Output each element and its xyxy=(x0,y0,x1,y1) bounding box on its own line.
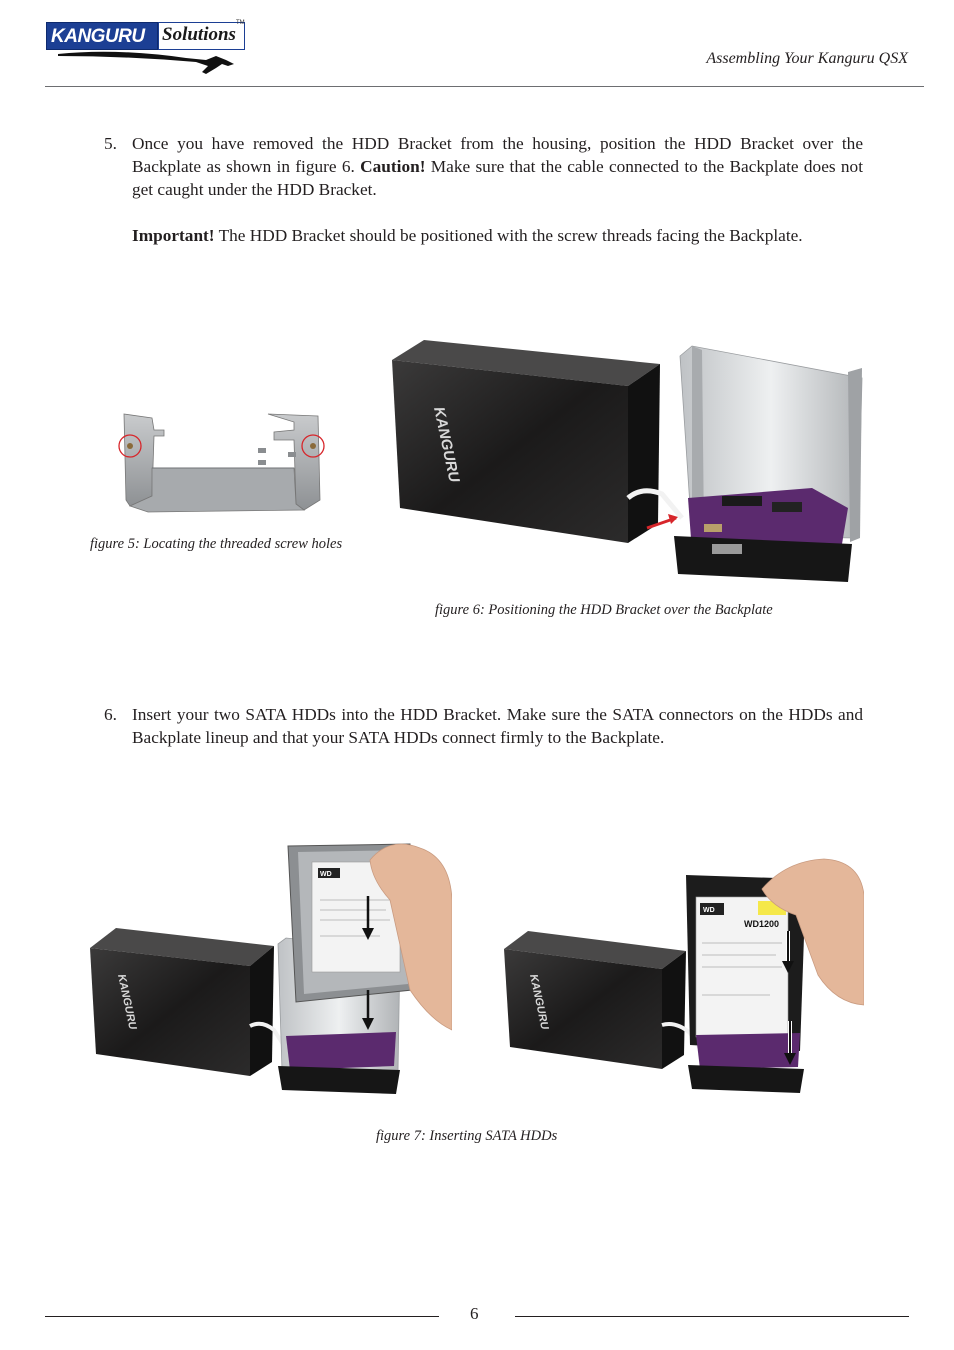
caution-label: Caution! xyxy=(360,157,426,176)
figure-7-right-image xyxy=(500,855,864,1095)
logo-trademark: TM xyxy=(236,20,245,26)
figure-6-image xyxy=(392,338,864,585)
header-divider xyxy=(45,86,924,87)
important-text: The HDD Bracket should be positioned with the screw threads facing the Backplate. xyxy=(218,226,803,245)
important-paragraph xyxy=(132,224,863,247)
figure-7-right-drive-brand: WD xyxy=(703,907,715,914)
header-title: Assembling Your Kanguru QSX xyxy=(706,50,908,67)
figure-6-enclosure-logo: KANGURU xyxy=(430,405,463,484)
logo-solutions-text: Solutions xyxy=(162,24,236,45)
step-5-text-b: Make sure that the cable connected to the Backplate does not get caught under the HDD Bracket. xyxy=(132,157,863,199)
figure-5-image xyxy=(108,400,333,518)
page-number: 6 xyxy=(470,1304,479,1323)
footer-rule-left xyxy=(45,1316,439,1317)
figure-7-left-image xyxy=(90,840,452,1095)
step-5-paragraph xyxy=(132,132,863,201)
important-label: Important! xyxy=(132,226,215,245)
step-6-paragraph: Insert your two SATA HDDs into the HDD Bracket. Make sure the SATA connectors on the HDDs and Backplate lineup and that your SATA HDDs connect firmly to the Backplate. xyxy=(132,705,863,747)
figure-7-left-enclosure-logo: KANGURU xyxy=(115,973,139,1031)
figure-7-right-drive-model: WD1200 xyxy=(744,919,780,929)
figure-5-caption: figure 5: Locating the threaded screw holes xyxy=(90,536,343,552)
logo-brand-box xyxy=(46,22,158,50)
footer-rule-right xyxy=(515,1316,909,1317)
enclosure-backplate-photo-icon xyxy=(392,338,864,585)
logo-brand-text: KANGURU xyxy=(51,26,145,47)
step-6-number: 6. xyxy=(104,705,117,724)
figure-7-right-enclosure-logo: KANGURU xyxy=(527,973,551,1031)
figure-7-caption: figure 7: Inserting SATA HDDs xyxy=(376,1128,558,1144)
hdd-bracket-photo-icon xyxy=(108,400,333,518)
figure-6-caption: figure 6: Positioning the HDD Bracket over the Backplate xyxy=(435,602,773,618)
figure-7-left-drive-brand: WD xyxy=(320,871,332,878)
step-5-text-a: Once you have removed the HDD Bracket from the housing, position the HDD Bracket over the Backplate as shown in figure 6. xyxy=(132,134,863,176)
inserting-hdd-right-photo-icon xyxy=(500,855,864,1095)
inserting-hdd-left-photo-icon xyxy=(90,840,452,1095)
step-5-number: 5. xyxy=(104,134,117,153)
logo-solutions-box xyxy=(158,22,245,50)
kanguru-logo xyxy=(46,22,246,80)
kangaroo-swoosh-icon xyxy=(56,50,246,78)
